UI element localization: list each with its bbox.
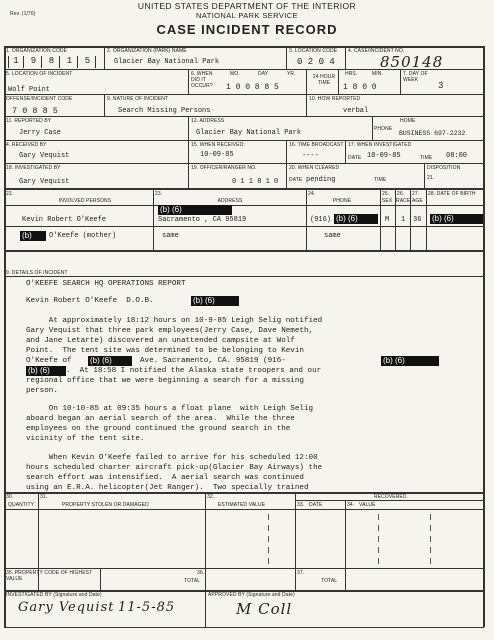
org-code-digit: 1: [62, 56, 78, 68]
narrative-p2-line1: On 10-10-85 at 09:35 hours a float plane with Leigh Selig: [26, 405, 314, 413]
total2-label: TOTAL: [321, 578, 338, 584]
property-div-date: [345, 500, 346, 590]
narrative-p1-line4: Point. The tent site was determined to be belonging to Kevin: [26, 347, 304, 355]
row3-div-1: [104, 94, 105, 116]
recovered-date-number: 33.: [297, 502, 305, 508]
age-col-number: 27.: [412, 191, 420, 197]
address-col-label: ADDRESS: [217, 198, 243, 204]
person-1-dob-redaction: (b) (6): [430, 214, 484, 224]
narrative-p3-line1: When Kevin O'Keefe failed to arrive for his scheduled 12:00: [26, 454, 318, 462]
when-received: 10-09-85: [200, 151, 234, 159]
park-name-label: 2. ORGANIZATION (PARK) NAME: [107, 48, 187, 54]
phone-col-label: PHONE: [332, 198, 352, 204]
location-label: 5. LOCATION OF INCIDENT: [6, 71, 73, 77]
row6-div-2: [286, 163, 287, 188]
narrative-p1-line7: regional office that we were beginning a search for a missing: [26, 377, 304, 385]
address-label: 12. ADDRESS: [191, 118, 225, 124]
race-col-label: RACE: [396, 198, 411, 204]
property-value-tick: [430, 558, 431, 564]
rule-row2: [4, 94, 484, 95]
investigated-signature-label: INVESTIGATED BY (Signature and Date): [6, 592, 102, 598]
how-reported: verbal: [343, 107, 369, 115]
location-code-label: 3. LOCATION CODE: [289, 48, 338, 54]
dob-col-label: 28. DATE OF BIRTH: [428, 191, 476, 197]
property-value-tick: [268, 525, 269, 531]
hours-label: HRS.: [345, 71, 358, 77]
property-div-code: [100, 568, 101, 590]
row5-div-2: [286, 140, 287, 163]
when-occur-label: 6. WHEN DID IT OCCUR?: [191, 71, 213, 89]
sex-col-number: 25.: [382, 191, 390, 197]
row3-div-2: [306, 94, 307, 116]
total2-number: 37.: [297, 570, 305, 576]
investigated-date: 10-09-85: [367, 152, 401, 160]
property-div-stolen: [205, 492, 206, 590]
recovered-value-label: VALUE: [359, 502, 376, 508]
org-code-label: 1. ORGANIZATION CODE: [6, 48, 68, 54]
details-top-rule: [4, 276, 484, 277]
signature-bottom-rule: [4, 627, 484, 628]
persons-div-race: [410, 188, 411, 250]
race-col-number: 26.: [397, 191, 405, 197]
persons-div-name: [153, 188, 154, 250]
form-title: CASE INCIDENT RECORD: [156, 22, 338, 37]
day-of-week: 3: [438, 81, 444, 91]
frame-right: [483, 46, 485, 627]
property-value-tick: [378, 547, 379, 553]
form-revision: Rev. (1/76): [10, 11, 36, 17]
rule-row3: [4, 116, 484, 117]
property-value-tick: [268, 547, 269, 553]
row5-div-1: [188, 140, 189, 163]
recovered-date-label: DATE: [309, 502, 323, 508]
cleared-time-label: TIME: [374, 177, 387, 183]
narrative-p2-line3: employees on the ground continued the ground search in the: [26, 425, 291, 433]
row5-div-3: [345, 140, 346, 163]
cleared-date-label: DATE: [289, 177, 303, 183]
rule-row4: [4, 140, 484, 141]
nature-label: 9. NATURE OF INCIDENT: [107, 96, 169, 102]
person-2-phone: same: [324, 232, 341, 240]
property-value-tick: [268, 558, 269, 564]
business-phone: BUSINESS 697-2232: [399, 130, 466, 137]
person-1-race: 1: [401, 216, 406, 224]
property-value-tick: [378, 558, 379, 564]
agency-name: UNITED STATES DEPARTMENT OF THE INTERIOR: [137, 1, 357, 11]
investigator-signature: Gary Vequist: [18, 600, 115, 615]
home-phone-label: HOME: [400, 118, 416, 124]
property-code-label: 35. PROPERTY CODE OF HIGHEST VALUE: [6, 570, 93, 582]
reported-by-label: 11. REPORTED BY: [6, 118, 52, 124]
row2-div-4: [400, 69, 401, 94]
day-of-week-label: 7. DAY OF WEEK: [403, 71, 428, 83]
case-number: 850148: [380, 53, 444, 71]
property-top-rule: [4, 492, 484, 494]
person-2-name-redaction: (b): [20, 231, 46, 241]
property-value-tick: [378, 525, 379, 531]
narrative-p3-line3: search effort was intensified. A aerial search was continued: [26, 474, 304, 482]
person-1-name: Kevin Robert O'Keefe: [22, 216, 107, 224]
age-col-label: AGE: [412, 198, 423, 204]
persons-row-rule: [4, 226, 484, 227]
quantity-number: 30.: [6, 494, 14, 500]
reported-by: Jerry Case: [19, 129, 62, 137]
person-1-sex: M: [385, 216, 390, 224]
rule-row6: [4, 188, 484, 190]
hour-time-label: 24 HOUR TIME: [312, 74, 336, 86]
person-2-address: same: [162, 232, 179, 240]
minutes-label: MIN.: [372, 71, 383, 77]
org-code-digit: 9: [26, 56, 42, 68]
nature-value: Search Missing Persons: [118, 107, 211, 115]
person-1-address-redaction: (b) (6): [158, 205, 232, 215]
reporter-address: Glacier Bay National Park: [196, 129, 302, 137]
rule-row5: [4, 163, 484, 164]
phone-label: PHONE: [374, 126, 393, 132]
investigator-signature-date: 11-5-85: [118, 600, 176, 615]
row2-div-3: [338, 69, 339, 94]
property-value-tick: [430, 525, 431, 531]
narrative-p1-line1: At approximately 18:12 hours on 10-9-85 Leigh Selig notified: [26, 317, 323, 325]
received-by-label: 4. RECEIVED BY: [6, 142, 47, 148]
phone-col-number: 24.: [308, 191, 316, 197]
rule-top: [4, 46, 484, 48]
property-value-tick: [268, 536, 269, 542]
narrative-p2-line4: vicinity of the tent site.: [26, 435, 145, 443]
occurred-time: 1 8 0 0: [343, 83, 377, 92]
when-investigated-label: 17. WHEN INVESTIGATED: [348, 142, 412, 148]
when-received-label: 15. WHEN RECEIVED:: [191, 142, 245, 148]
row6-div-1: [188, 163, 189, 188]
narrative-p1-line5b: Ave. Sacramento, CA. 95819 (916-: [140, 357, 286, 365]
narrative-p1-line5a: O'Keefe of: [26, 357, 72, 365]
frame-left: [4, 46, 6, 627]
estimated-value-number: 32.: [207, 494, 215, 500]
persons-div-age: [426, 188, 427, 250]
subject-dob-redaction: (b) (6): [191, 296, 239, 306]
person-1-phone: (916): [310, 216, 332, 224]
row4-div-1: [188, 116, 189, 140]
involved-persons-label: INVOLVED PERSONS: [58, 198, 112, 204]
location-value: Wolf Point: [8, 86, 51, 94]
row4-div-2: [372, 116, 373, 140]
investigated-time: 08:00: [446, 152, 468, 160]
narrative-p1-line6: . At 18:58 I notified the Alaska state troopers and our: [66, 367, 322, 375]
persons-number: 22.: [6, 191, 14, 197]
total-label: TOTAL: [184, 578, 201, 584]
street-redaction: (b) (6): [88, 356, 132, 366]
property-div-value: [295, 492, 296, 590]
time-broadcast-label: 16. TIME BROADCAST: [289, 142, 344, 148]
row1-div-2: [286, 46, 287, 69]
narrative-p1-line3: and Jane Letarte) discovered an unattended campsite at Wolf: [26, 337, 295, 345]
property-header-rule: [4, 509, 484, 510]
investigated-date-label: DATE: [348, 155, 362, 161]
signature-divider: [205, 590, 206, 628]
offense-code: 7 0 8 8 5: [12, 106, 58, 116]
approver-signature: M Coll: [236, 600, 293, 618]
details-subject: Kevin Robert O'Keefe D.O.B.: [26, 297, 154, 305]
quantity-label: QUANTITY: [8, 502, 35, 508]
narrative-p2-line2: aboard began an aerial search of the area. While the three: [26, 415, 295, 423]
property-value-tick: [430, 547, 431, 553]
investigated-by-label: 18. INVESTIGATED BY: [6, 165, 61, 171]
property-value-tick: [430, 514, 431, 520]
approved-signature-label: APPROVED BY (Signature and Date): [208, 592, 295, 598]
estimated-value-label: ESTIMATED VALUE: [218, 502, 266, 508]
month-label: MO.: [230, 71, 240, 77]
received-by: Gary Vequist: [19, 152, 70, 160]
recovered-rule: [295, 500, 484, 501]
officer-number: 0 1 1 8 1 0: [232, 178, 279, 186]
row1-div-3: [345, 46, 346, 69]
property-value-tick: [430, 536, 431, 542]
org-code-digit: 8: [44, 56, 60, 68]
recovered-value-number: 34.: [347, 502, 355, 508]
row1-div-1: [104, 46, 105, 69]
disposition-number: 21.: [427, 175, 435, 181]
sex-col-label: SEX: [382, 198, 393, 204]
property-totals-rule: [4, 568, 484, 569]
org-code-digit: 1: [8, 56, 24, 68]
day-label: DAY: [258, 71, 269, 77]
row2-div-2: [306, 69, 307, 94]
case-number-label: 4. CASE/INCIDENT NO.: [348, 48, 405, 54]
occurred-date: 1 0 0 8 8 5: [226, 83, 279, 92]
row2-div-1: [188, 69, 189, 94]
when-cleared-label: 20. WHEN CLEARED: [289, 165, 340, 171]
property-value-tick: [268, 514, 269, 520]
phone-redaction-cont: (b) (6): [26, 366, 66, 376]
details-label: 9. DETAILS OF INCIDENT: [6, 270, 68, 276]
person-1-age: 36: [413, 216, 422, 224]
narrative-p1-line2: Gary Vequist that three park employees(Jerry Case, Dave Nemeth,: [26, 327, 314, 335]
person-1-address: Sacramento , CA 95819: [158, 216, 247, 224]
org-code-digit: 5: [80, 56, 96, 68]
details-heading: O'KEEFE SEARCH HQ OPERATIONS REPORT: [26, 280, 186, 288]
property-value-tick: [378, 536, 379, 542]
persons-header-rule: [4, 205, 484, 206]
disposition-label: DISPOSITION: [427, 165, 461, 171]
phone-redaction: (b) (6): [381, 356, 439, 366]
cleared-date: pending: [306, 176, 336, 184]
offense-code-label: OFFENSE/INCIDENT CODE: [6, 96, 73, 102]
stolen-label: PROPERTY STOLEN OR DAMAGED: [62, 502, 149, 508]
recovered-label: RECOVERED: [374, 494, 407, 500]
narrative-p3-line4: using an E.R.A. helicopter(Jet Ranger). Two specially trained: [26, 484, 309, 492]
row6-div-3: [424, 163, 425, 188]
persons-div-address: [306, 188, 307, 250]
investigated-by: Gary Vequist: [19, 178, 70, 186]
persons-div-phone: [380, 188, 381, 250]
park-name: Glacier Bay National Park: [114, 58, 220, 66]
time-broadcast: ----: [302, 152, 319, 160]
person-1-phone-redaction: (b) (6): [334, 214, 378, 224]
investigated-time-label: TIME: [420, 155, 433, 161]
year-label: YR.: [287, 71, 296, 77]
how-reported-label: 10. HOW REPORTED: [309, 96, 361, 102]
property-value-tick: [378, 514, 379, 520]
total-number: 36.: [197, 570, 205, 576]
address-col-number: 23.: [155, 191, 163, 197]
narrative-p1-line8: person.: [26, 387, 58, 395]
stolen-number: 31.: [40, 494, 48, 500]
service-name: NATIONAL PARK SERVICE: [196, 11, 298, 20]
persons-bottom-rule: [4, 250, 484, 252]
person-2-name: O'Keefe (mother): [49, 232, 117, 240]
narrative-p3-line2: hours scheduled charter aircraft pick-up(Glacier Bay Airways) the: [26, 464, 323, 472]
location-code: 0 2 0 4: [297, 57, 335, 67]
officer-number-label: 19. OFFICER/RANGER NO.: [191, 165, 257, 171]
